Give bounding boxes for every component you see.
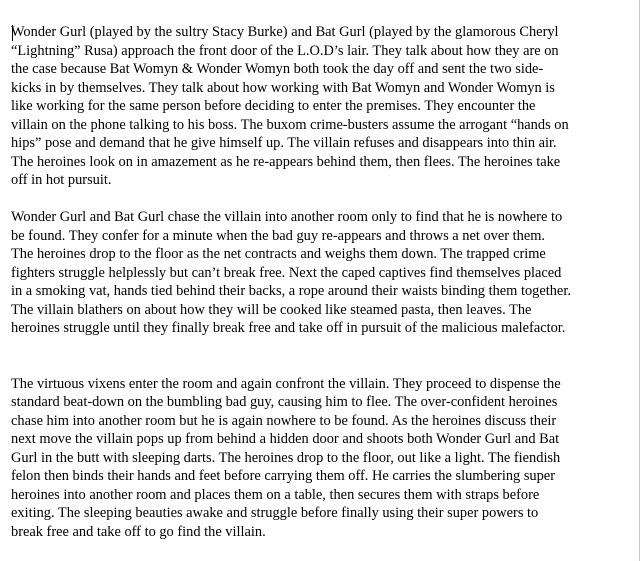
- text-line: heroines struggle until they finally break free and take off in pursuit of the malicious malefactor.: [11, 320, 566, 336]
- text-line: heroines into another room and places them on a table, then secures them with straps before: [11, 486, 540, 503]
- paragraph-spacer: [11, 338, 633, 375]
- text-line: The heroines drop to the floor as the net contracts and weighs them down. The trapped crime: [11, 246, 546, 262]
- paragraph-1: [11, 23, 633, 190]
- text-line: hips” pose and demand that he give himself up. The villain refuses and disappears into thin air.: [11, 135, 557, 151]
- text-line: felon then binds their hands and feet before carrying them off. He carries the slumbering super: [11, 468, 555, 484]
- text-line: chase him into another room but he is again nowhere to be found. As the heroines discuss their: [11, 412, 557, 429]
- page-edge-divider: [639, 0, 640, 561]
- text-line: standard beat-down on the bumbling bad guy, causing him to flee. The over-confident heroines: [11, 394, 558, 410]
- text-line: in a smoking vat, hands tied behind their backs, a rope around their waists binding them together.: [11, 283, 571, 299]
- text-line: The virtuous vixens enter the room and again confront the villain. They proceed to dispense the: [11, 375, 561, 392]
- text-line: exiting. The sleeping beauties awake and struggle before finally using their super powers to: [11, 505, 539, 521]
- text-line: Gurl in the butt with sleeping darts. The heroines drop to the floor, out like a light. The fiendish: [11, 449, 561, 466]
- text-line: the case because Bat Womyn & Wonder Womyn both took the day off and sent the two side-: [11, 61, 544, 77]
- text-line: The heroines look on in amazement as he re-appears behind them, then flees. The heroines take: [11, 153, 561, 170]
- text-line: like working for the same person before deciding to enter the premises. They encounter the: [11, 98, 536, 114]
- text-line: next move the villain pops up from behind a hidden door and shoots both Wonder Gurl and Bat: [11, 431, 560, 447]
- text-line: be found. They confer for a minute when the bad guy re-appears and throws a net over them.: [11, 227, 545, 244]
- text-line: break free and take off to go find the villain.: [11, 523, 266, 540]
- text-line: villain on the phone talking to his boss. The buxom crime-busters assume the arrogant “hands on: [11, 116, 569, 133]
- document-body[interactable]: [11, 23, 633, 541]
- paragraph-spacer: [11, 190, 633, 209]
- text-line: fighters struggle helplessly but can’t break free. Next the caped captives find themselves placed: [11, 264, 562, 281]
- text-line: kicks in by themselves. They talk about how working with Bat Womyn and Wonder Womyn is: [11, 79, 555, 96]
- paragraph-2: [11, 208, 633, 338]
- text-line: The villain blathers on about how they will be cooked like steamed pasta, then leaves. The: [11, 301, 532, 318]
- text-line: Wonder Gurl and Bat Gurl chase the villain into another room only to find that he is nowhere to: [11, 209, 563, 225]
- paragraph-3: [11, 375, 633, 542]
- text-line: Wonder Gurl (played by the sultry Stacy Burke) and Bat Gurl (played by the glamorous Cheryl: [11, 24, 559, 40]
- text-line: “Lightning” Rusa) approach the front door of the L.O.D’s lair. They talk about how they are on: [11, 42, 559, 59]
- text-line: off in hot pursuit.: [11, 172, 112, 188]
